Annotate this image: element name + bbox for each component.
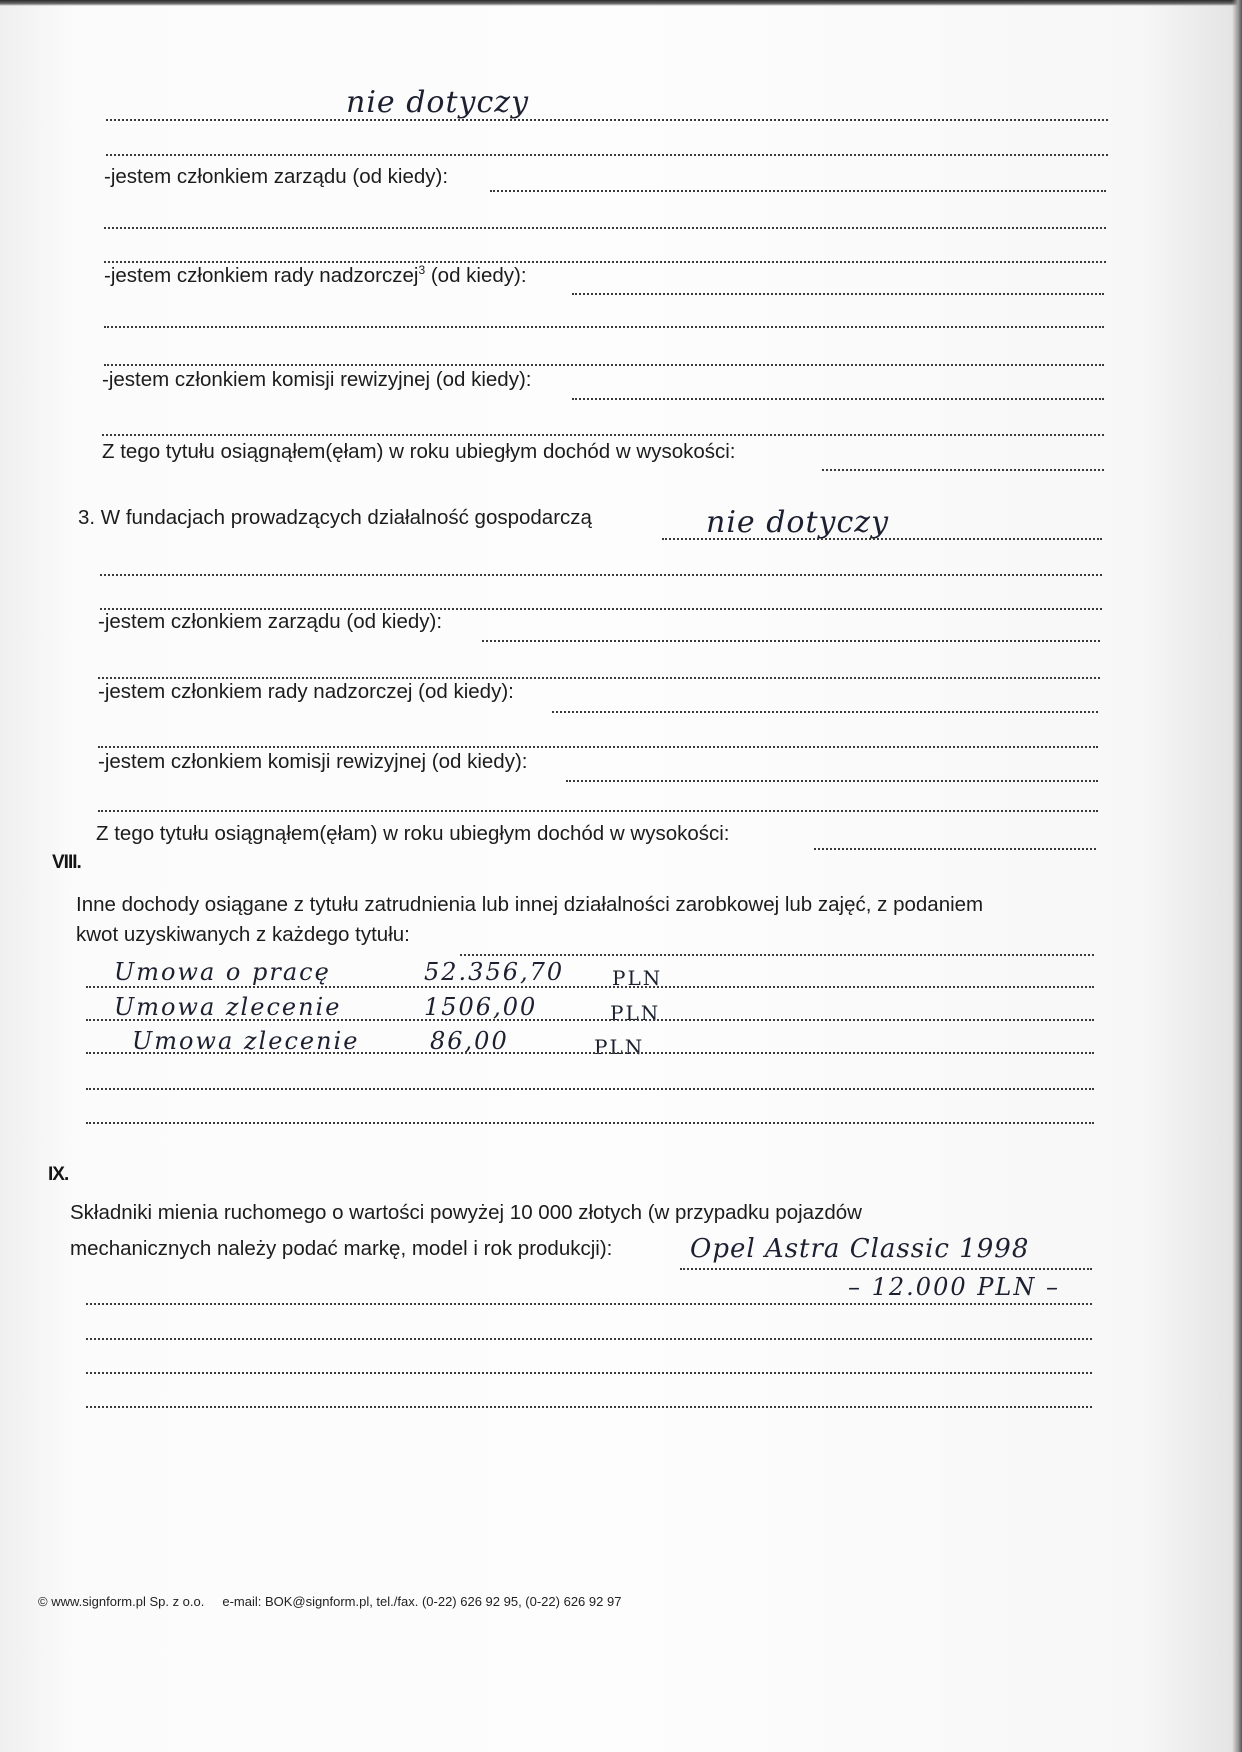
- footer-copyright: © www.signform.pl Sp. z o.o.: [38, 1594, 205, 1609]
- answer-line: [814, 848, 1096, 850]
- income-entry-currency: PLN: [612, 966, 663, 990]
- section-viii-text-line2: kwot uzyskiwanych z każdego tytułu:: [76, 923, 410, 946]
- answer-line: [822, 469, 1104, 471]
- page-footer: [38, 1594, 621, 1609]
- income-entry-amount: 52.356,70: [424, 958, 565, 986]
- answer-line: [572, 398, 1104, 400]
- answer-line: [552, 711, 1098, 713]
- answer-line: [98, 677, 1100, 679]
- footer-contact: e-mail: BOK@signform.pl, tel./fax. (0-22) 626 92 95, (0-22) 626 92 97: [222, 1594, 622, 1609]
- answer-line: [86, 1088, 1094, 1090]
- answer-line: [86, 1372, 1092, 1374]
- answer-line: [86, 1052, 1094, 1054]
- income-entry-title: Umowa zlecenie: [114, 993, 342, 1021]
- answer-line: [102, 434, 1104, 436]
- income-entry-title: Umowa zlecenie: [132, 1027, 360, 1055]
- section-ix-text-line2: mechanicznych należy podać markę, model i rok produkcji):: [70, 1237, 613, 1260]
- answer-line: [490, 190, 1106, 192]
- foundation-income-label: Z tego tytułu osiągnąłem(ęłam) w roku ubiegłym dochód w wysokości:: [96, 822, 730, 845]
- answer-line: [86, 986, 1094, 988]
- answer-line: [86, 1303, 1092, 1305]
- foundation-supervisory-board-label: -jestem członkiem rady nadzorczej (od kiedy):: [98, 680, 514, 703]
- answer-line: [482, 640, 1100, 642]
- answer-line: [104, 227, 1106, 229]
- section-viii-text-line1: Inne dochody osiągane z tytułu zatrudnienia lub innej działalności zarobkowej lub zajęć, z podaniem: [76, 893, 984, 916]
- foundation-audit-committee-label: -jestem członkiem komisji rewizyjnej (od kiedy):: [98, 750, 528, 773]
- foundation-management-board-label: -jestem członkiem zarządu (od kiedy):: [98, 610, 443, 633]
- section-ix-text-line1: Składniki mienia ruchomego o wartości powyżej 10 000 złotych (w przypadku pojazdów: [70, 1201, 862, 1224]
- management-board-label: -jestem członkiem zarządu (od kiedy):: [104, 165, 449, 188]
- income-entry-currency: PLN: [594, 1035, 645, 1059]
- section-viii-label: VIII.: [52, 852, 81, 873]
- section-ix-label: IX.: [48, 1164, 69, 1185]
- answer-line: [86, 1338, 1092, 1340]
- income-entry-amount: 86,00: [430, 1027, 509, 1055]
- income-entry-title: Umowa o pracę: [114, 958, 331, 986]
- answer-line: [86, 1122, 1094, 1124]
- audit-committee-label: -jestem członkiem komisji rewizyjnej (od kiedy):: [102, 368, 532, 391]
- answer-line: [662, 538, 1102, 540]
- answer-line: [98, 810, 1098, 812]
- foundations-heading: 3. W fundacjach prowadzących działalność gospodarczą: [78, 506, 592, 529]
- answer-line: [86, 1406, 1092, 1408]
- footnote-marker: 3: [418, 263, 426, 278]
- handwritten-vehicle: Opel Astra Classic 1998: [690, 1234, 1030, 1264]
- answer-line: [106, 154, 1108, 156]
- answer-line: [104, 326, 1104, 328]
- supervisory-board-suffix: (od kiedy):: [425, 264, 527, 287]
- handwritten-answer: nie dotyczy: [346, 85, 530, 120]
- answer-line: [104, 364, 1104, 366]
- supervisory-board-text: -jestem członkiem rady nadzorczej: [104, 264, 419, 287]
- handwritten-answer: nie dotyczy: [706, 505, 890, 540]
- income-label: Z tego tytułu osiągnąłem(ęłam) w roku ubiegłym dochód w wysokości:: [102, 440, 736, 463]
- answer-line: [106, 119, 1108, 121]
- income-entry-currency: PLN: [610, 1001, 661, 1025]
- supervisory-board-label: [104, 264, 527, 288]
- handwritten-vehicle-value: – 12.000 PLN –: [848, 1273, 1060, 1301]
- answer-line: [104, 261, 1106, 263]
- answer-line: [100, 574, 1102, 576]
- answer-line: [566, 780, 1098, 782]
- income-entry-amount: 1506,00: [424, 993, 538, 1021]
- answer-line: [98, 746, 1098, 748]
- answer-line: [86, 1019, 1094, 1021]
- answer-line: [572, 293, 1104, 295]
